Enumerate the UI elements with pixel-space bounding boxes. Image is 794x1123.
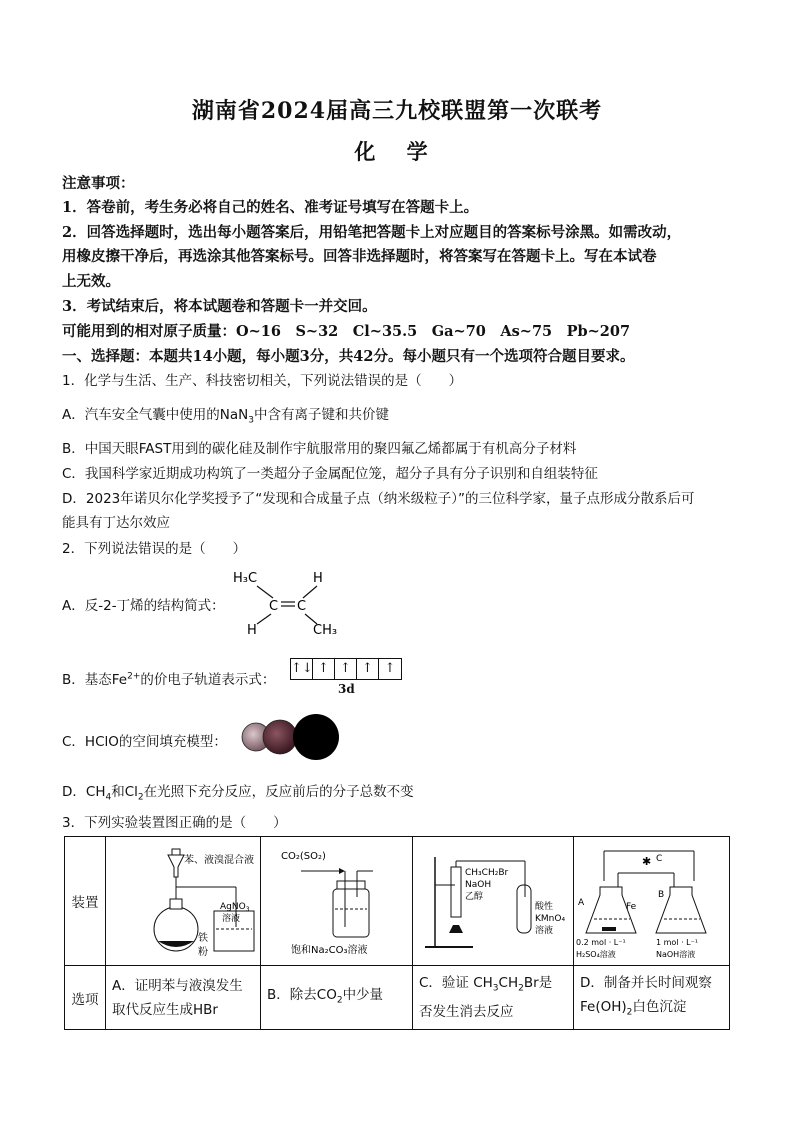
struct-c1: C (269, 599, 279, 614)
q1-option-d-line1: D．2023年诺贝尔化学奖授予了“发现和合成量子点（纳米级粒子）”的三位科学家，量子点形成分散系后可 (62, 491, 695, 507)
svg-text:0.2 mol · L⁻¹: 0.2 mol · L⁻¹ (576, 938, 626, 947)
q1-option-a: A．汽车安全气囊中使用的NaN$_3$中含有离子键和共价键 (62, 407, 389, 426)
svg-text:C: C (656, 854, 663, 864)
orbital-box: ↑ (335, 659, 357, 679)
orbital-box: ↑↓ (291, 659, 313, 679)
trans-2-butene-structure (225, 568, 365, 638)
apparatus-c (413, 837, 574, 966)
q1-option-d-line2: 能具有丁达尔效应 (62, 515, 170, 531)
svg-text:✱: ✱ (642, 855, 652, 868)
notice-item-3: 3．考试结束后，将本试题卷和答题卡一并交回。 (62, 298, 377, 315)
notice-item-2b: 用橡皮擦干净后，再选涂其他答案标号。回答非选择题时，将答案写在答题卡上。写在本试卷 (62, 248, 657, 265)
struct-ch3: CH₃ (313, 623, 338, 638)
struct-h-bottom: H (247, 623, 257, 638)
apparatus-table (64, 836, 730, 1030)
struct-c2: C (297, 599, 307, 614)
svg-text:NaOH溶液: NaOH溶液 (656, 950, 696, 959)
svg-text:铁: 铁 (198, 933, 208, 944)
svg-text:苯、液溴混合液: 苯、液溴混合液 (184, 855, 254, 866)
svg-text:Fe: Fe (626, 902, 637, 912)
notice-item-2a: 2．回答选择题时，选出每小题答案后，用铅笔把答题卡上对应题目的答案标号涂黑。如需改动， (62, 224, 682, 241)
svg-text:酸性: 酸性 (535, 902, 554, 912)
svg-text:溶液: 溶液 (222, 914, 241, 924)
orbital-box: ↑ (384, 661, 396, 676)
notice-heading: 注意事项： (62, 175, 135, 192)
apparatus-a (106, 837, 261, 966)
svg-text:粉: 粉 (198, 947, 208, 958)
fe-orbital-diagram (290, 658, 402, 680)
q1-option-b: B．中国天眼FAST用到的碳化硅及制作宇航服常用的聚四氟乙烯都属于有机高分子材料 (62, 441, 577, 457)
apparatus-c-drawing (413, 837, 573, 961)
q2-stem: 2．下列说法错误的是（ ） (62, 541, 247, 557)
apparatus-b-drawing (261, 837, 412, 961)
svg-text:KMnO₄: KMnO₄ (535, 914, 566, 924)
q2-option-b: B．基态$Fe^{2+}$的价电子轨道表示式： (62, 671, 276, 688)
q1-option-c: C．我国科学家近期成功构筑了一类超分子金属配位笼，超分子具有分子识别和自组装特征 (62, 466, 598, 482)
q2-option-a: A．反-2-丁烯的结构简式： (62, 598, 225, 614)
hclo-space-filling-model (240, 712, 340, 762)
svg-text:AgNO3: AgNO$_3$ (220, 902, 250, 913)
caption-d: D．制备并长时间观察 $Fe(OH)_2$白色沉淀 (574, 966, 730, 1030)
q3-stem: 3．下列实验装置图正确的是（ ） (62, 815, 287, 831)
atomic-masses: 可能用到的相对原子质量：O~16 S~32 Cl~35.5 Ga~70 As~75 Pb~207 (62, 323, 631, 340)
notice-item-2c: 上无效。 (62, 273, 120, 290)
svg-text:B: B (658, 890, 665, 900)
orbital-label: 3d (338, 682, 355, 696)
svg-text:H₂SO₄溶液: H₂SO₄溶液 (576, 950, 616, 959)
orbital-box: ↑ (357, 659, 379, 679)
struct-h-top: H (313, 571, 323, 586)
apparatus-a-drawing (106, 837, 260, 961)
caption-c: C．验证 $CH_3CH_2Br$是 否发生消去反应 (413, 966, 574, 1030)
svg-text:CH₃CH₂Br: CH₃CH₂Br (465, 868, 509, 878)
q2-option-d: D．$CH_4$和$Cl_2$在光照下充分反应，反应前后的分子总数不变 (62, 784, 414, 803)
caption-b: B．除去$CO_2$中少量 (261, 966, 413, 1030)
q2-option-c: C．HClO的空间填充模型： (62, 734, 227, 750)
notice-item-1: 1．答卷前，考生务必将自己的姓名、准考证号填写在答题卡上。 (62, 199, 479, 216)
svg-text:溶液: 溶液 (535, 926, 554, 936)
apparatus-d-drawing (574, 837, 729, 961)
svg-text:A: A (578, 898, 585, 908)
svg-text:饱和Na₂CO₃溶液: 饱和Na₂CO₃溶液 (291, 945, 368, 956)
struct-h3c: H₃C (233, 571, 258, 586)
page-title: 湖南省2024届高三九校联盟第一次联考 (191, 98, 603, 124)
row-header-apparatus: 装置 (65, 837, 106, 966)
svg-text:CO₂(SO₂): CO₂(SO₂) (281, 851, 326, 862)
subject-title: 化 学 (354, 139, 440, 164)
svg-text:NaOH: NaOH (465, 880, 492, 890)
apparatus-d (574, 837, 730, 966)
row-header-option: 选项 (65, 966, 106, 1030)
q1-stem: 1．化学与生活、生产、科技密切相关，下列说法错误的是（ ） (62, 373, 463, 389)
svg-text:乙醇: 乙醇 (465, 892, 484, 902)
section-heading: 一、选择题：本题共14小题，每小题3分，共42分。每小题只有一个选项符合题目要求。 (62, 348, 635, 365)
svg-text:1 mol · L⁻¹: 1 mol · L⁻¹ (656, 938, 699, 947)
caption-a: A．证明苯与液溴发生 取代反应生成HBr (106, 966, 261, 1030)
apparatus-b (261, 837, 413, 966)
orbital-box: ↑ (313, 659, 335, 679)
